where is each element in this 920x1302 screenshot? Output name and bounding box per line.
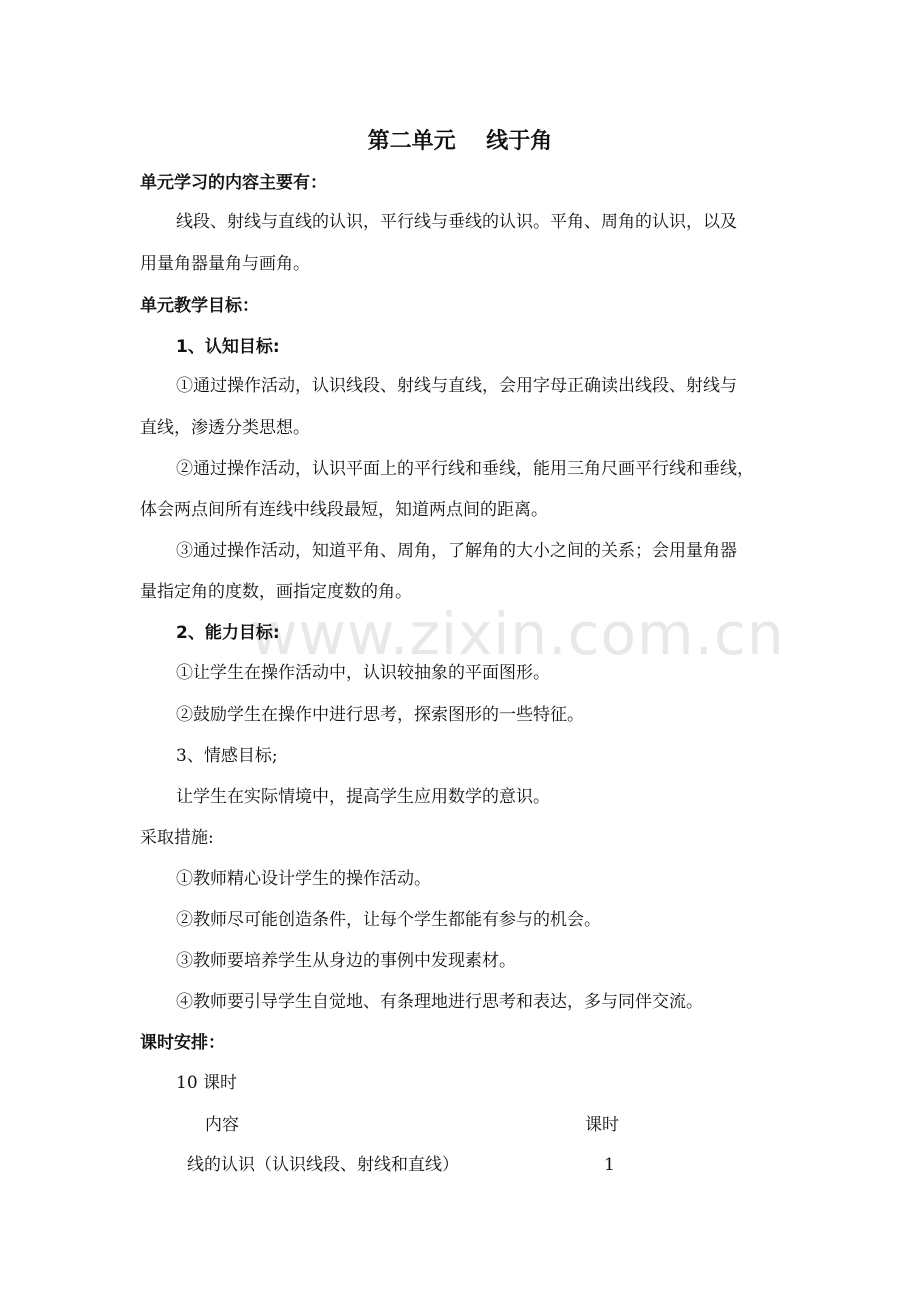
emotion-item-1: 让学生在实际情境中，提高学生应用数学的意识。 [176, 787, 550, 807]
measure-item-2: ②教师尽可能创造条件，让每个学生都能有参与的机会。 [176, 910, 601, 930]
content-paragraph-line-2: 用量角器量角与画角。 [140, 254, 310, 274]
content-heading: 单元学习的内容主要有： [140, 173, 327, 193]
ability-item-2: ②鼓励学生在操作中进行思考，探索图形的一些特征。 [176, 705, 584, 725]
cognitive-item-3-line-2: 量指定角的度数，画指定度数的角。 [140, 582, 412, 602]
schedule-row-hours: 1 [604, 1155, 615, 1175]
schedule-column-content: 内容 [205, 1115, 239, 1135]
ability-goal-label: 2、能力目标: [176, 623, 280, 643]
watermark: www.zixin.com.cn [250, 600, 785, 668]
content-paragraph-line-1: 线段、射线与直线的认识，平行线与垂线的认识。平角、周角的认识，以及 [176, 212, 737, 232]
cognitive-item-1-line-2: 直线，渗透分类思想。 [140, 418, 310, 438]
measure-item-4: ④教师要引导学生自觉地、有条理地进行思考和表达，多与同伴交流。 [176, 992, 703, 1012]
schedule-column-hours: 课时 [585, 1115, 619, 1135]
measures-heading: 采取措施: [140, 828, 214, 848]
schedule-heading: 课时安排： [140, 1033, 225, 1053]
cognitive-goal-label: 1、认知目标: [176, 337, 280, 357]
document-title: 第二单元 线于角 [367, 129, 553, 154]
cognitive-item-1-line-1: ①通过操作活动，认识线段、射线与直线，会用字母正确读出线段、射线与 [176, 376, 737, 396]
cognitive-item-2-line-2: 体会两点间所有连线中线段最短，知道两点间的距离。 [140, 500, 548, 520]
schedule-total: 10 课时 [176, 1073, 238, 1093]
measure-item-1: ①教师精心设计学生的操作活动。 [176, 869, 431, 889]
cognitive-item-2-line-1: ②通过操作活动，认识平面上的平行线和垂线，能用三角尺画平行线和垂线， [176, 459, 754, 479]
schedule-row-content: 线的认识（认识线段、射线和直线） [187, 1155, 459, 1175]
goals-heading: 单元教学目标： [140, 296, 259, 316]
ability-item-1: ①让学生在操作活动中，认识较抽象的平面图形。 [176, 663, 550, 683]
cognitive-item-3-line-1: ③通过操作活动，知道平角、周角，了解角的大小之间的关系；会用量角器 [176, 541, 737, 561]
emotion-goal-label: 3、情感目标; [176, 746, 278, 766]
measure-item-3: ③教师要培养学生从身边的事例中发现素材。 [176, 951, 516, 971]
